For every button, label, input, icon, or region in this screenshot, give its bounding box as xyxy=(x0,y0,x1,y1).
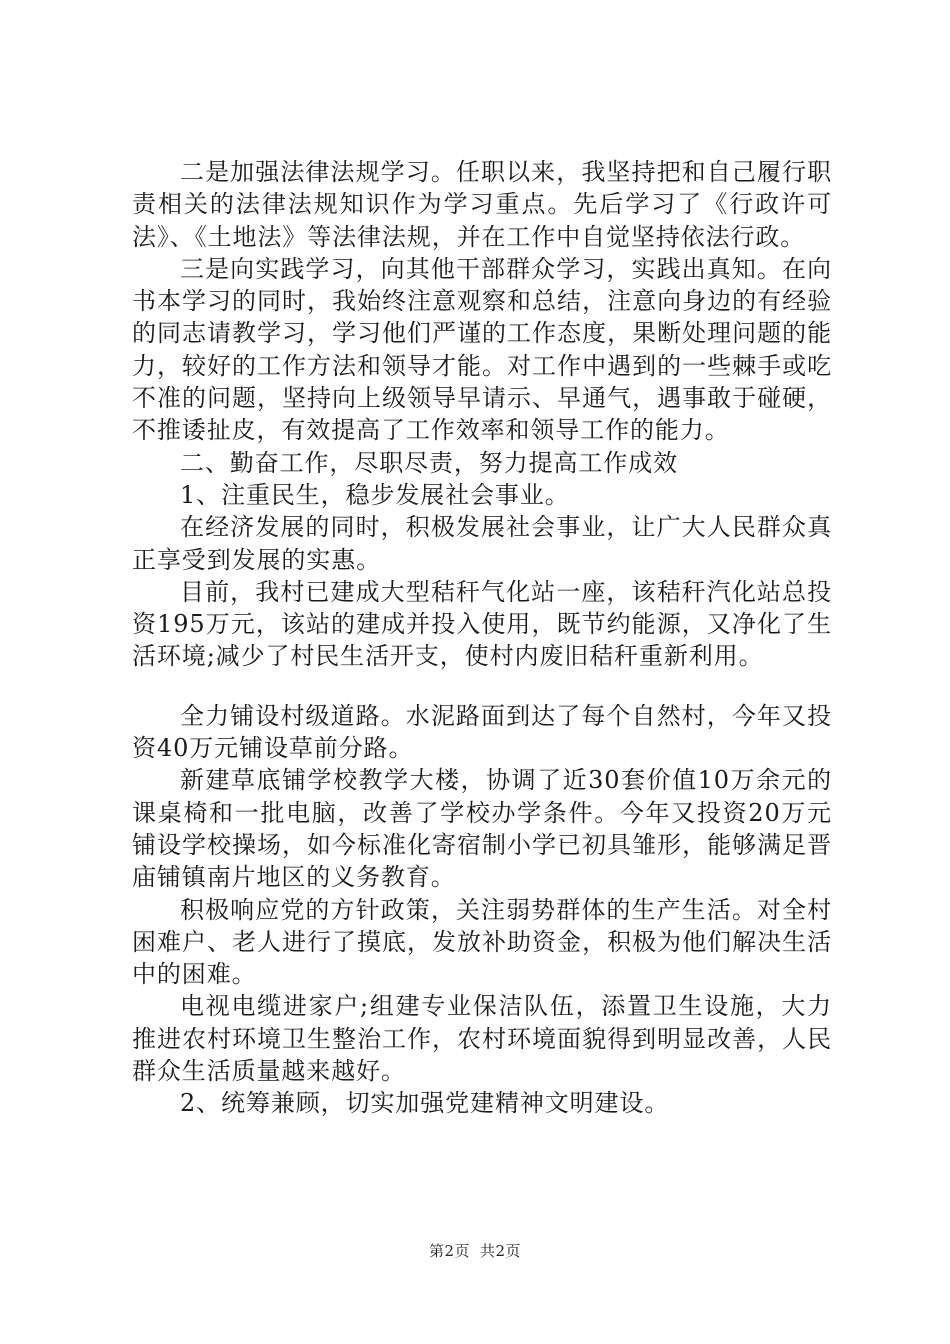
paragraph-practice-study: 三是向实践学习，向其他干部群众学习，实践出真知。在向书本学习的同时，我始终注意观察和总结，注意向身边的有经验的同志请教学习，学习他们严谨的工作态度，果断处理问题的能力，较好的工作方法和领导才能。对工作中遇到的一些棘手或吃不准的问题，坚持向上级领导早请示、早通气，遇事敢于碰硬，不推诿扯皮，有效提高了工作效率和领导工作的能力。 xyxy=(132,254,832,445)
paragraph-cable-tv-sanitation: 电视电缆进家户;组建专业保洁队伍，添置卫生设施，大力推进农村环境卫生整治工作，农村环境面貌得到明显改善，人民群众生活质量越来越好。 xyxy=(132,992,832,1086)
paragraph-social-development: 在经济发展的同时，积极发展社会事业，让广大人民群众真正享受到发展的实惠。 xyxy=(132,513,832,574)
document-body xyxy=(132,156,832,1120)
subheading-party-building: 2、统筹兼顾，切实加强党建精神文明建设。 xyxy=(180,1089,670,1118)
page-number-total: 共2页 xyxy=(480,1242,522,1260)
page-footer xyxy=(0,1240,950,1261)
section-heading-work: 二、勤奋工作，尽职尽责，努力提高工作成效 xyxy=(180,448,678,477)
paragraph-gap xyxy=(132,673,832,700)
paragraph-village-roads: 全力铺设村级道路。水泥路面到达了每个自然村，今年又投资40万元铺设草前分路。 xyxy=(132,701,832,763)
paragraph-vulnerable-groups: 积极响应党的方针政策，关注弱势群体的生产生活。对全村困难户、老人进行了摸底，发放补助资金，积极为他们解决生活中的困难。 xyxy=(132,895,832,989)
page-number-current: 第2页 xyxy=(428,1242,470,1260)
paragraph-gasification-station: 目前，我村已建成大型秸秆气化站一座，该秸秆汽化站总投资195万元，该站的建成并投入使用，既节约能源，又净化了生活环境;减少了村民生活开支，使村内废旧秸秆重新利用。 xyxy=(132,577,832,671)
paragraph-school-building: 新建草底铺学校教学大楼，协调了近30套价值10万余元的课桌椅和一批电脑，改善了学校办学条件。今年又投资20万元铺设学校操场，如今标准化寄宿制小学已初具雏形，能够满足晋庙铺镇南片地区的义务教育。 xyxy=(132,766,832,892)
subheading-livelihood: 1、注重民生，稳步发展社会事业。 xyxy=(180,480,570,509)
paragraph-law-study: 二是加强法律法规学习。任职以来，我坚持把和自己履行职责相关的法律法规知识作为学习重点。先后学习了《行政许可法》、《土地法》等法律法规，并在工作中自觉坚持依法行政。 xyxy=(132,158,832,251)
